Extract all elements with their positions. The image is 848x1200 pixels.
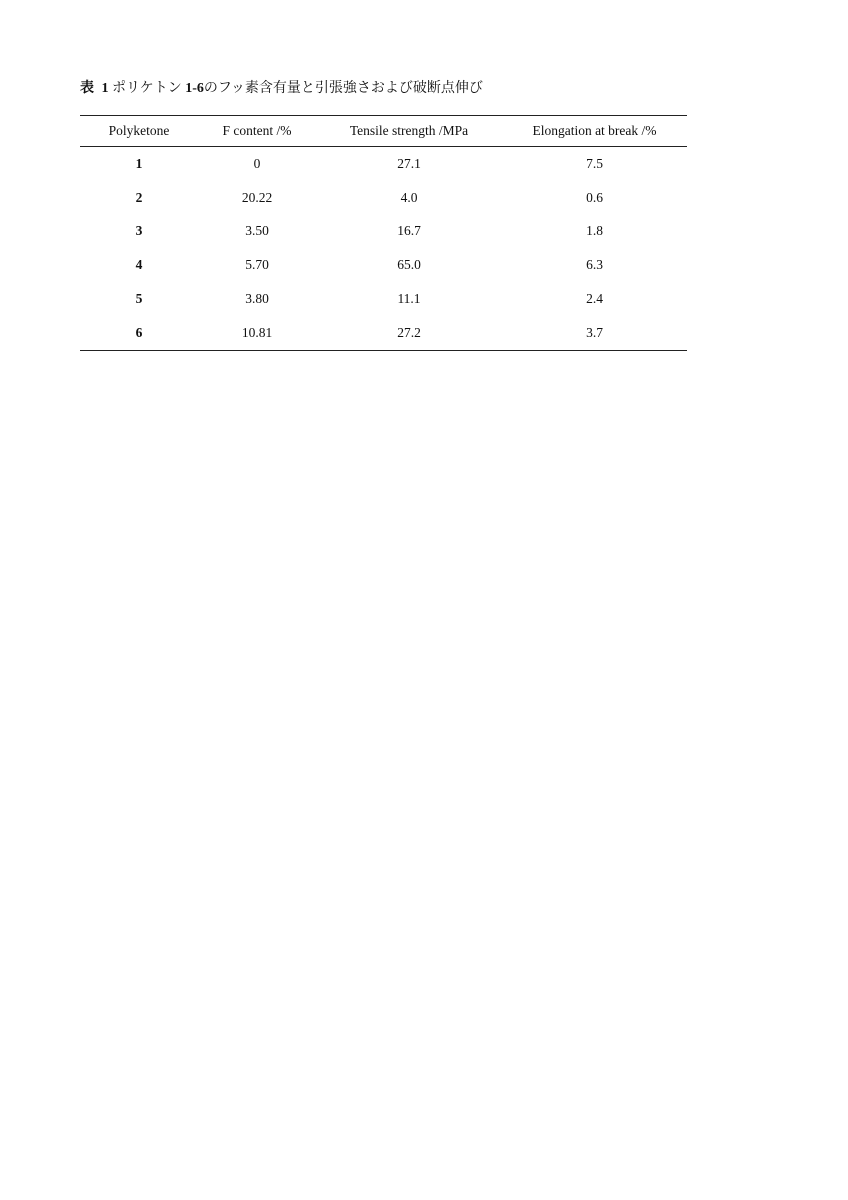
caption-text-after: のフッ素含有量と引張強さおよび破断点伸び — [203, 81, 483, 96]
cell-polyketone-id: 2 — [135, 189, 143, 205]
cell-tensile-strength: 27.2 — [316, 316, 502, 350]
header-f-content: F content /% — [198, 116, 316, 147]
cell-elongation: 6.3 — [586, 257, 603, 273]
cell-f-content: 10.81 — [198, 316, 316, 350]
caption-label: 表 — [80, 81, 94, 96]
cell-elongation: 1.8 — [586, 223, 603, 239]
cell-polyketone-id: 3 — [135, 223, 143, 239]
cell-elongation: 0.6 — [586, 189, 603, 205]
caption-number: 1 — [101, 81, 109, 96]
cell-f-content: 3.80 — [245, 291, 269, 307]
cell-polyketone-id: 5 — [135, 291, 143, 307]
cell-polyketone-id: 1 — [135, 155, 143, 171]
table-header-row — [80, 116, 687, 147]
header-elongation-at-break: Elongation at break /% — [502, 116, 687, 147]
cell-tensile-strength: 27.1 — [397, 155, 421, 171]
data-table — [80, 115, 687, 351]
table-row — [80, 215, 687, 249]
cell-tensile-strength: 11.1 — [397, 291, 421, 307]
cell-f-content: 5.70 — [245, 257, 269, 273]
table-row — [80, 181, 687, 215]
cell-tensile-strength: 16.7 — [397, 223, 421, 239]
table-caption — [80, 79, 483, 99]
cell-elongation: 7.5 — [586, 155, 603, 171]
cell-polyketone-id: 4 — [135, 257, 143, 273]
table-row — [80, 316, 687, 350]
table-row — [80, 282, 687, 316]
cell-f-content: 20.22 — [241, 189, 273, 205]
cell-tensile-strength: 4.0 — [400, 189, 418, 205]
table-row — [80, 248, 687, 282]
cell-f-content: 0 — [253, 155, 261, 171]
cell-tensile-strength: 65.0 — [397, 257, 421, 273]
cell-polyketone-id: 6 — [80, 316, 198, 350]
caption-compound-range: 1-6 — [185, 81, 204, 96]
header-polyketone: Polyketone — [80, 116, 198, 147]
cell-elongation: 3.7 — [502, 316, 687, 350]
header-tensile-strength: Tensile strength /MPa — [316, 116, 502, 147]
cell-f-content: 3.50 — [245, 223, 269, 239]
cell-elongation: 2.4 — [586, 291, 603, 307]
table-row — [80, 147, 687, 181]
caption-text-before: ポリケトン — [112, 81, 182, 96]
